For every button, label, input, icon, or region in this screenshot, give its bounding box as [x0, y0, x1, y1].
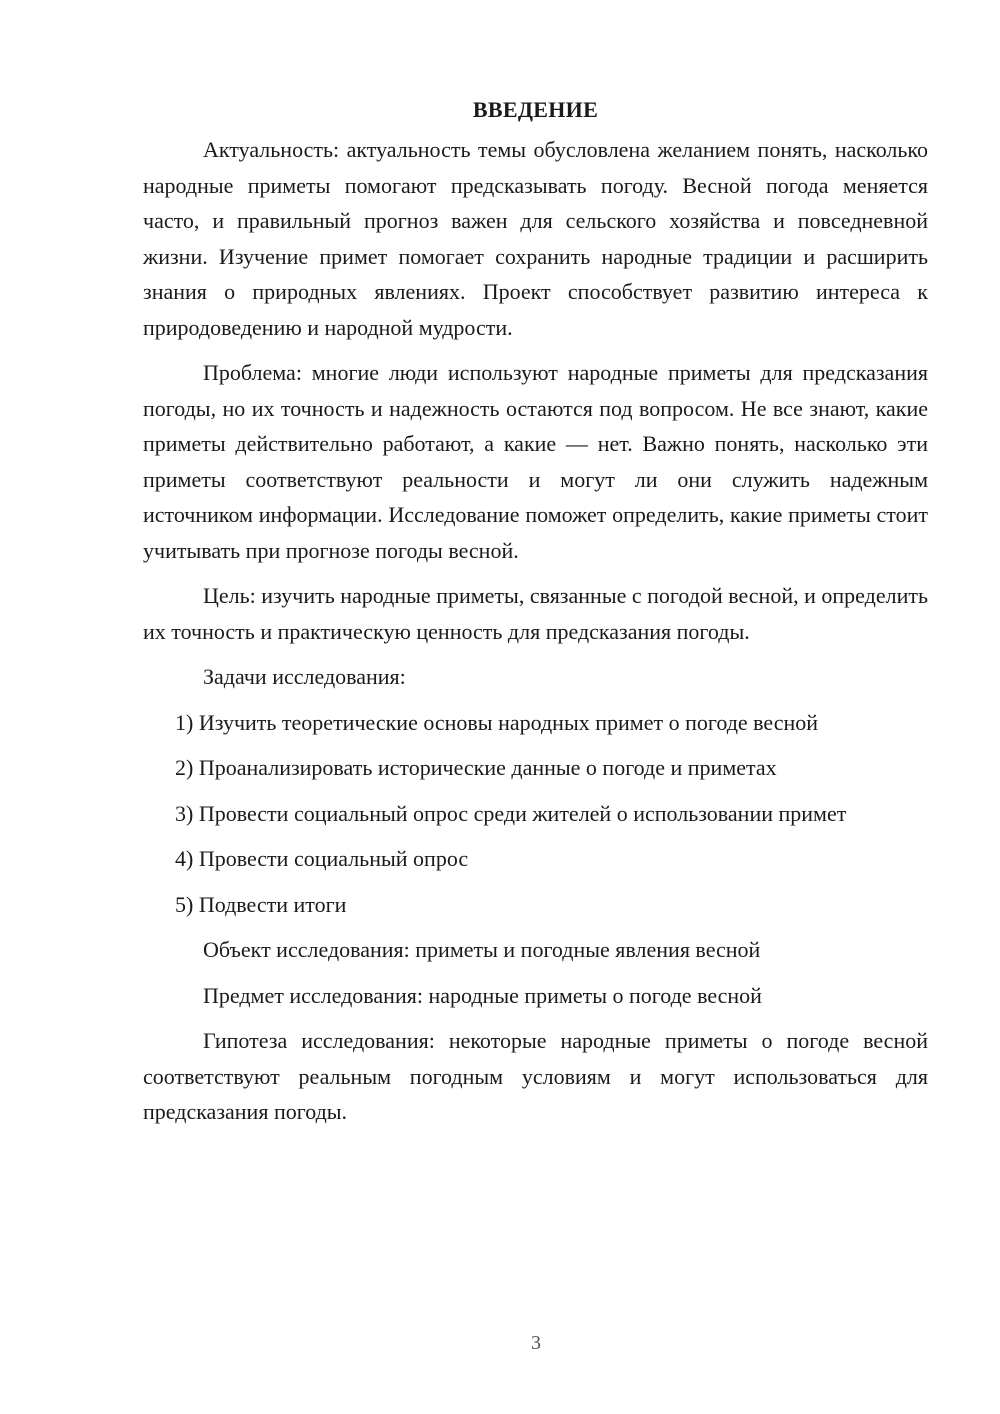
goal-paragraph: Цель: изучить народные приметы, связанные с погодой весной, и определить их точность и практическую ценность для предсказания погоды.: [143, 583, 928, 644]
page-number: 3: [531, 1332, 541, 1354]
task-item: 5) Подвести итоги: [175, 891, 347, 917]
task-item: 2) Проанализировать исторические данные о погоде и приметах: [175, 755, 777, 780]
tasks-heading: Задачи исследования:: [203, 664, 406, 689]
research-hypothesis: Гипотеза исследования: некоторые народные приметы о погоде весной соответствуют реальным погодным условиям и могут использоваться для предсказания погоды.: [143, 1028, 928, 1124]
tasks-list: [143, 705, 928, 923]
problem-paragraph: Проблема: многие люди используют народные приметы для предсказания погоды, но их точность и надежность остаются под вопросом. Не все знают, какие приметы действительно работают, а какие — нет. Важно понять, насколько эти приметы соответствуют реальности и могут ли они служить надежным источником информации. Исследование поможет определить, какие приметы стоит учитывать при прогнозе погоды весной.: [143, 360, 928, 563]
relevance-paragraph: Актуальность: актуальность темы обусловлена желанием понять, насколько народные приметы помогают предсказывать погоду. Весной погода меняется часто, и правильный прогноз важен для сельского хозяйства и повседневной жизни. Изучение примет помогает сохранить народные традиции и расширить знания о природных явлениях. Проект способствует развитию интереса к природоведению и народной мудрости.: [143, 137, 928, 340]
section-heading: ВВЕДЕНИЕ: [472, 97, 599, 122]
task-item: 4) Провести социальный опрос: [175, 846, 469, 871]
document-page: [143, 92, 928, 1140]
research-subject: Предмет исследования: народные приметы о погоде весной: [203, 982, 762, 1008]
task-item: 1) Изучить теоретические основы народных примет о погоде весной: [175, 709, 819, 735]
research-object: Объект исследования: приметы и погодные явления весной: [203, 937, 761, 962]
task-item: 3) Провести социальный опрос среди жителей о использовании примет: [175, 800, 847, 826]
